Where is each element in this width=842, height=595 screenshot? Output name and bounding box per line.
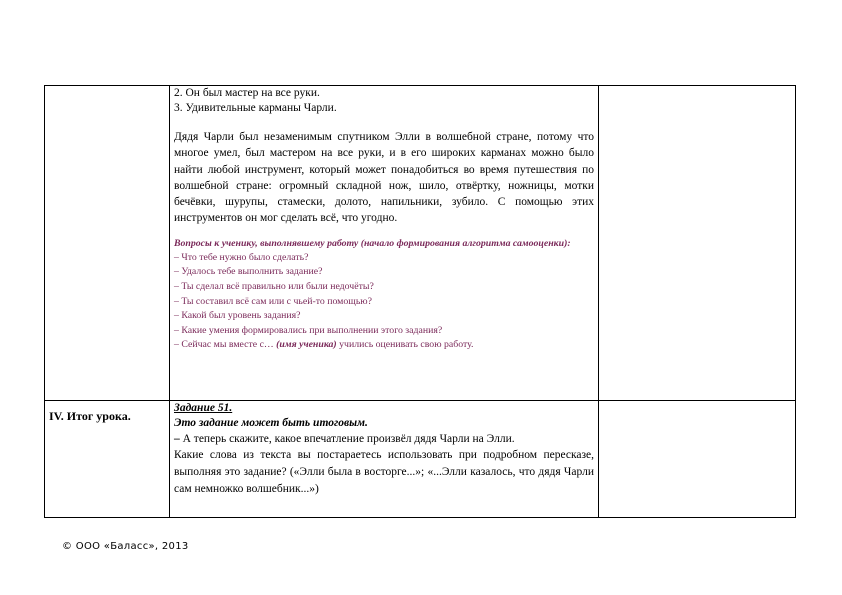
table-row: [45, 400, 796, 517]
questions-heading: Вопросы к ученику, выполнявшему работу (начало формирования алгоритма самооценки):: [174, 237, 571, 249]
question-item: – Ты сделал всё правильно или были недочёты?: [174, 280, 374, 292]
lesson-table: [44, 85, 796, 518]
question-item-last: [174, 338, 594, 353]
question-item: – Что тебе нужно было сделать?: [174, 251, 309, 263]
copyright-footer: © ООО «Баласс», 2013: [62, 541, 189, 552]
dash: –: [174, 432, 180, 445]
student-name-placeholder: (имя ученика): [276, 339, 337, 351]
question-item: – Какой был уровень задания?: [174, 310, 301, 322]
notes-cell: [599, 86, 796, 401]
content-cell: [170, 400, 599, 517]
task-title: Задание 51.: [174, 401, 233, 414]
question-suffix: учились оценивать свою работу.: [336, 339, 474, 351]
stage-label: IV. Итог урока.: [45, 400, 170, 517]
task-note: Это задание может быть итоговым.: [174, 416, 368, 429]
story-paragraph: Дядя Чарли был незаменимым спутником Элли в волшебной стране, потому что многое умел, был мастером на все руки, и в его широких карманах можно было найти любой инструмент, который может понадобиться во время путешествия по волшебной стране: огромный складной нож, шило, отвёртку, ножницы, мотки бечёвки, шурупы, стамески, долото, напильники, зубило. С помощью этих инструментов он мог сделать всё, что угодно.: [174, 131, 594, 225]
list-item: 2. Он был мастер на все руки.: [174, 87, 320, 99]
stage-cell-empty: [45, 86, 170, 401]
content-cell: [170, 86, 599, 401]
task-instruction: Какие слова из текста вы постараетесь использовать при подробном пересказе, выполняя это задание? («Элли была в восторге...»; «...Элли казалось, что дядя Чарли сам немножко волшебник...»): [174, 449, 594, 495]
question-item: – Ты составил всё сам или с чьей-то помощью?: [174, 295, 372, 307]
task-question: [174, 431, 594, 448]
notes-cell: [599, 400, 796, 517]
question-prefix: – Сейчас мы вместе с…: [174, 339, 277, 351]
table-row: [45, 86, 796, 401]
task-question-text: А теперь скажите, какое впечатление произвёл дядя Чарли на Элли.: [179, 432, 515, 445]
question-item: – Удалось тебе выполнить задание?: [174, 266, 323, 278]
question-item: – Какие умения формировались при выполнении этого задания?: [174, 324, 443, 336]
list-item: 3. Удивительные карманы Чарли.: [174, 102, 337, 114]
